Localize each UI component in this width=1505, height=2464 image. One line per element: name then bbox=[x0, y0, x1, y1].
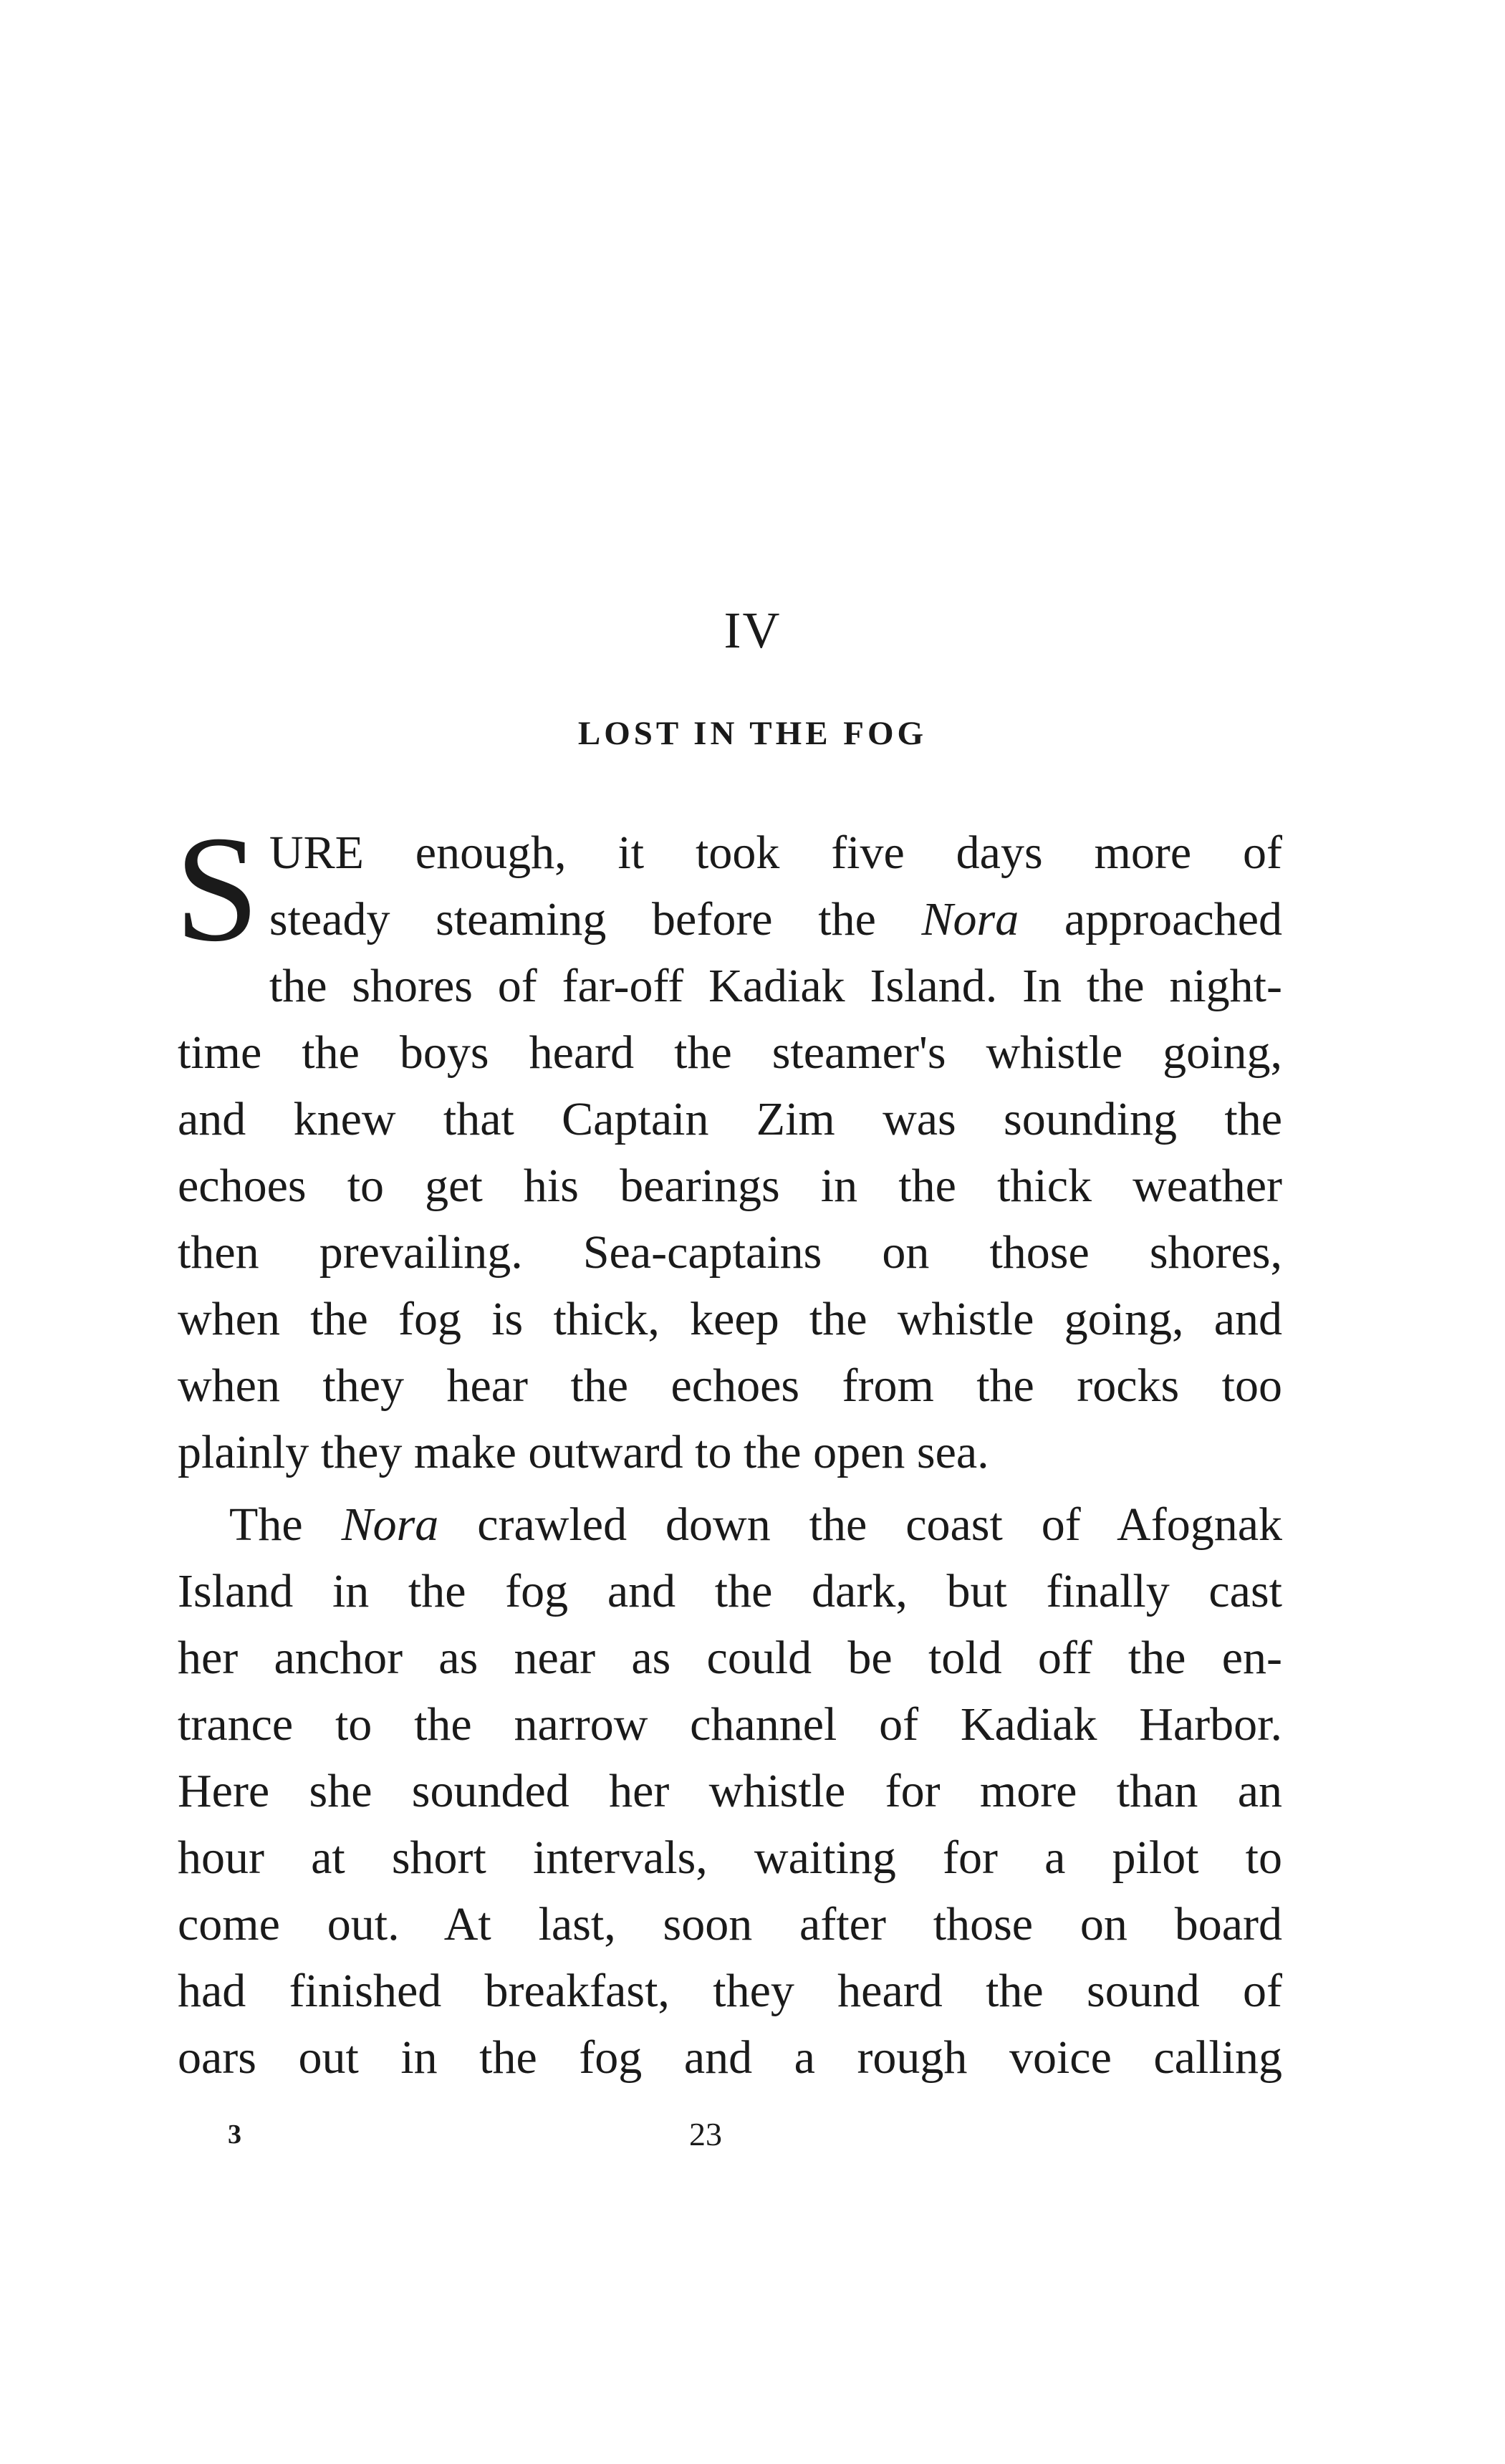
paragraph-1 bbox=[175, 804, 1283, 1486]
text-line: when they hear the echoes from the rocks too bbox=[178, 1359, 1282, 1412]
chapter-number: IV bbox=[723, 602, 782, 659]
paragraph-2 bbox=[178, 1491, 1282, 2091]
ship-name: Nora bbox=[341, 1498, 439, 1551]
text-line: steady steaming before the Nora approached bbox=[269, 893, 1283, 945]
page-number: 23 bbox=[689, 2116, 722, 2152]
text-line: Island in the fog and the dark, but finally cast bbox=[178, 1565, 1282, 1617]
text-line: her anchor as near as could be told off the en- bbox=[178, 1632, 1282, 1684]
ship-name: Nora bbox=[921, 893, 1019, 945]
text-line: when the fog is thick, keep the whistle going, and bbox=[178, 1293, 1282, 1345]
text-line: echoes to get his bearings in the thick weather bbox=[178, 1160, 1282, 1212]
text-line: Here she sounded her whistle for more than an bbox=[178, 1765, 1282, 1817]
drop-cap: S bbox=[175, 804, 259, 973]
text-line: The Nora crawled down the coast of Afognak bbox=[229, 1498, 1282, 1551]
page-footer bbox=[0, 2113, 1505, 2156]
signature-mark: 3 bbox=[228, 2119, 241, 2150]
text-line: come out. At last, soon after those on board bbox=[178, 1898, 1282, 1950]
text-line: and knew that Captain Zim was sounding the bbox=[178, 1093, 1282, 1145]
text-line: plainly they make outward to the open sea. bbox=[178, 1426, 989, 1478]
text-line: time the boys heard the steamer's whistle going, bbox=[178, 1026, 1282, 1079]
text-line: then prevailing. Sea-captains on those shores, bbox=[178, 1226, 1282, 1279]
text-line: the shores of far-off Kadiak Island. In the night- bbox=[269, 960, 1282, 1012]
text-line: oars out in the fog and a rough voice calling bbox=[178, 2031, 1282, 2084]
text-line: trance to the narrow channel of Kadiak Harbor. bbox=[178, 1698, 1282, 1751]
text-line: hour at short intervals, waiting for a pilot to bbox=[178, 1832, 1282, 1884]
text-line: had finished breakfast, they heard the sound of bbox=[178, 1965, 1282, 2017]
text-line: URE enough, it took five days more of bbox=[269, 827, 1282, 879]
chapter-title: LOST IN THE FOG bbox=[577, 715, 928, 752]
